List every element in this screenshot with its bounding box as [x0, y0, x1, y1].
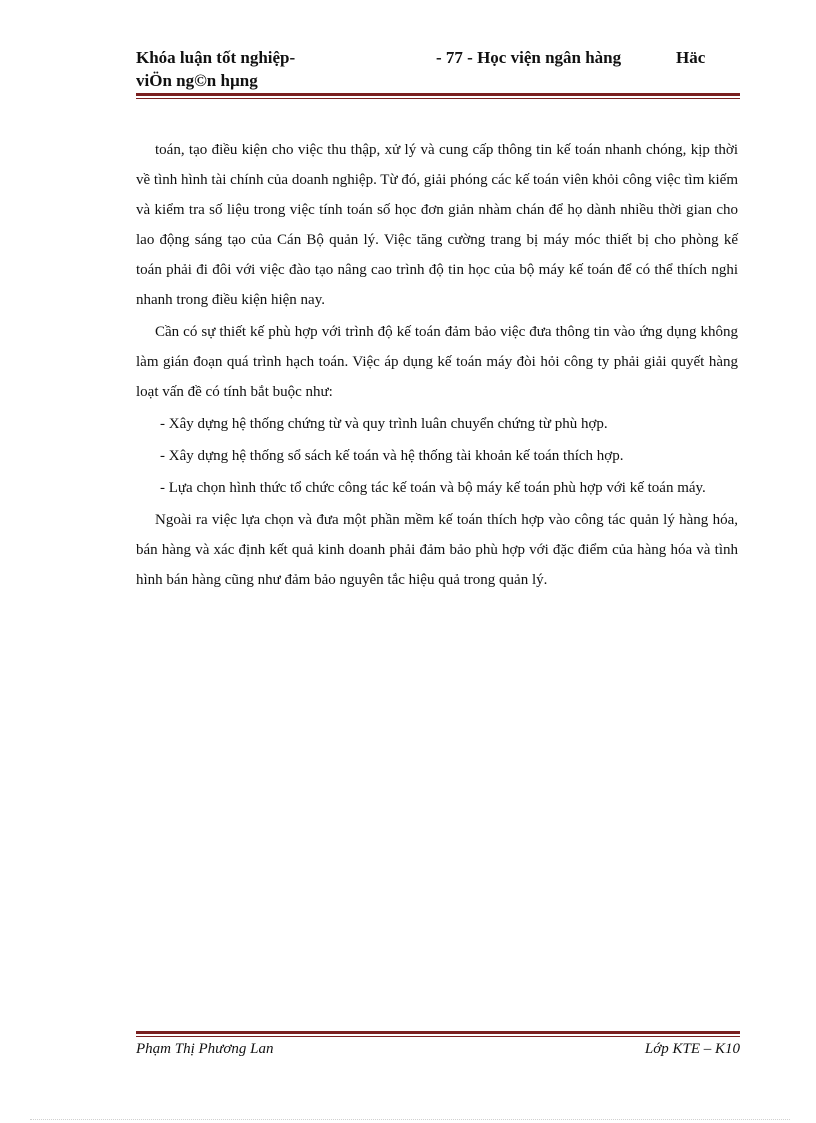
paragraph: Ngoài ra việc lựa chọn và đưa một phần mềm kế toán thích hợp vào công tác quản lý hàng hóa, bán hàng và xác định kết quả kinh doanh phải đảm bảo phù hợp với đặc điểm của hàng hóa và tình hình bán hàng cũng như đảm bảo nguyên tắc hiệu quả trong quản lý. — [136, 512, 738, 588]
body-text — [136, 135, 738, 597]
paragraph: Cần có sự thiết kế phù hợp với trình độ kế toán đảm bảo việc đưa thông tin vào ứng dụng không làm gián đoạn quá trình hạch toán. Việc áp dụng kế toán máy đòi hỏi công ty phải giải quyết hàng loạt vấn đề có tính bắt buộc như: — [136, 324, 738, 400]
header-rule-thin — [136, 98, 740, 99]
header-right-text: Häc — [676, 48, 706, 67]
page-header — [136, 48, 740, 94]
header-subline: viÖn ng©n hµng — [136, 71, 258, 90]
header-rule-thick — [136, 93, 740, 96]
bullet-item: - Lựa chọn hình thức tổ chức công tác kế toán và bộ máy kế toán phù hợp với kế toán máy. — [160, 480, 706, 496]
bullet-item: - Xây dựng hệ thống chứng từ và quy trình luân chuyển chứng từ phù hợp. — [160, 416, 608, 432]
header-thesis-label: Khóa luận tốt nghiệp- — [136, 48, 296, 67]
footer-author: Phạm Thị Phương Lan — [136, 1041, 274, 1057]
paragraph: toán, tạo điều kiện cho việc thu thập, xử lý và cung cấp thông tin kế toán nhanh chóng, kịp thời về tình hình tài chính của doanh nghiệp. Từ đó, giải phóng các kế toán viên khỏi công việc tìm kiếm và kiểm tra số liệu trong việc tính toán số học đơn giản nhàm chán để họ dành nhiều thời gian cho lao động sáng tạo của Cán Bộ quản lý. Việc tăng cường trang bị máy móc thiết bị cho phòng kế toán phải đi đôi với việc đào tạo nâng cao trình độ tin học của bộ máy kế toán để có thể thích nghi nhanh trong điều kiện hiện nay. — [136, 142, 738, 308]
footer-class: Lớp KTE – K10 — [644, 1041, 740, 1057]
page-edge-divider — [30, 1119, 790, 1120]
bullet-item: - Xây dựng hệ thống sổ sách kế toán và hệ thống tài khoản kế toán thích hợp. — [160, 448, 624, 464]
footer-rule-thick — [136, 1031, 740, 1034]
header-page-number: - 77 - Học viện ngân hàng — [436, 48, 622, 67]
footer-rule-thin — [136, 1036, 740, 1037]
